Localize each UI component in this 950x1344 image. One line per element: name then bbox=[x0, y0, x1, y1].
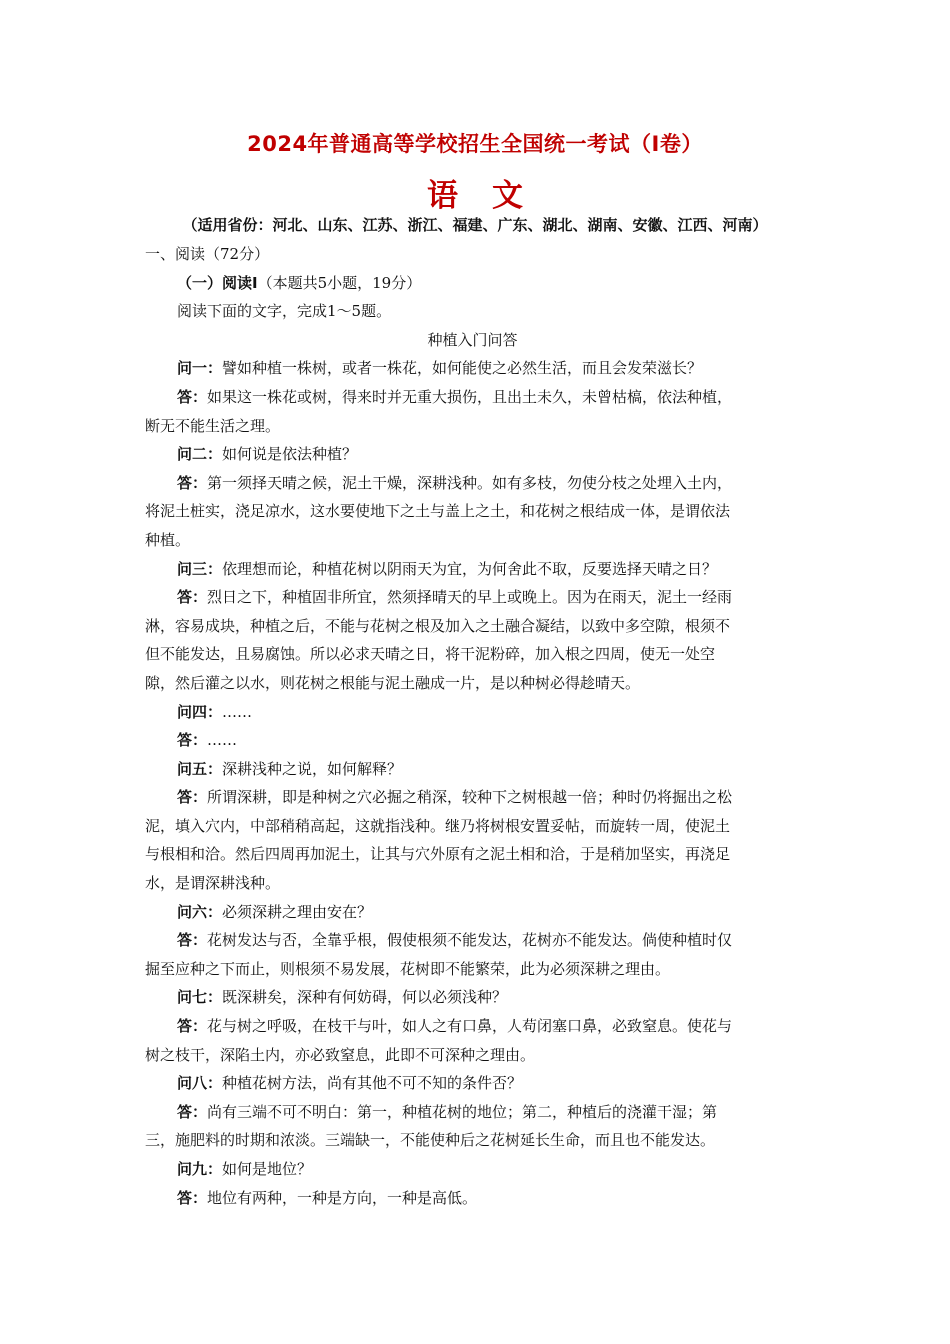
text-line bbox=[145, 497, 800, 526]
qa-text: 水，是谓深耕浅种。 bbox=[145, 874, 281, 893]
text-line bbox=[145, 412, 800, 441]
text-line bbox=[145, 669, 800, 698]
text-line bbox=[145, 1069, 800, 1098]
qa-text: 烈日之下，种植固非所宜，然须择晴天的早上或晚上。因为在雨天，泥土一经雨 bbox=[207, 588, 733, 607]
qa-text: 淋，容易成块，种植之后，不能与花树之根及加入之土融合凝结，以致中多空隙，根须不 bbox=[145, 616, 731, 635]
qa-label: 问八： bbox=[177, 1074, 223, 1093]
answer-block bbox=[145, 783, 800, 897]
qa-label: 问六： bbox=[177, 902, 223, 921]
answer-block bbox=[145, 383, 800, 440]
text-line bbox=[145, 955, 800, 984]
text-line bbox=[145, 526, 800, 555]
qa-label: 答： bbox=[177, 931, 208, 950]
applicable-provinces: （适用省份：河北、山东、江苏、浙江、福建、广东、湖北、湖南、安徽、江西、河南） bbox=[182, 216, 768, 234]
qa-text: 尚有三端不可不明白：第一，种植花树的地位；第二，种植后的浇灌干湿；第 bbox=[207, 1102, 718, 1121]
qa-text: 三，施肥料的时期和浓淡。三端缺一，不能使种后之花树延长生命，而且也不能发达。 bbox=[145, 1131, 716, 1150]
text-line bbox=[145, 840, 800, 869]
question-block bbox=[145, 983, 800, 1012]
question-block bbox=[145, 555, 800, 584]
text-line bbox=[145, 1126, 800, 1155]
qa-label: 答： bbox=[177, 1102, 208, 1121]
text-line bbox=[145, 383, 800, 412]
question-block bbox=[145, 698, 800, 727]
exam-title: 2024年普通高等学校招生全国统一考试（Ⅰ卷） bbox=[247, 132, 703, 156]
qa-text: 譬如种植一株树，或者一株花，如何能使之必然生活，而且会发荣滋长？ bbox=[222, 359, 703, 378]
qa-list bbox=[145, 354, 800, 1212]
qa-text: 既深耕矣，深种有何妨碍，何以必须浅种？ bbox=[222, 988, 508, 1007]
sub-heading bbox=[145, 269, 800, 298]
qa-text: 掘至应种之下而止，则根须不易发展，花树即不能繁荣，此为必须深耕之理由。 bbox=[145, 959, 671, 978]
qa-label: 答： bbox=[177, 387, 208, 406]
answer-block bbox=[145, 469, 800, 555]
text-line bbox=[145, 755, 800, 784]
text-line bbox=[145, 1012, 800, 1041]
qa-text: 种植。 bbox=[145, 530, 191, 549]
text-line bbox=[145, 783, 800, 812]
question-block bbox=[145, 354, 800, 383]
qa-text: 所谓深耕，即是种树之穴必掘之稍深，较种下之树根越一倍；种时仍将掘出之松 bbox=[207, 788, 733, 807]
text-line bbox=[145, 698, 800, 727]
qa-text: 必须深耕之理由安在？ bbox=[222, 902, 373, 921]
qa-text: 深耕浅种之说，如何解释？ bbox=[222, 759, 403, 778]
exam-body bbox=[145, 240, 800, 1212]
qa-label: 问一： bbox=[177, 359, 223, 378]
text-line bbox=[145, 1184, 800, 1213]
qa-label: 答： bbox=[177, 588, 208, 607]
qa-text: 与根相和洽。然后四周再加泥土，让其与穴外原有之泥土相和洽，于是稍加坚实，再浇足 bbox=[145, 845, 731, 864]
qa-label: 问九： bbox=[177, 1160, 223, 1178]
qa-text: 断无不能生活之理。 bbox=[145, 416, 281, 435]
qa-text: 第一须择天晴之候，泥土干燥，深耕浅种。如有多枝，勿使分枝之处埋入土内， bbox=[207, 473, 733, 492]
qa-text: 花与树之呼吸，在枝干与叶，如人之有口鼻，人苟闭塞口鼻，必致窒息。使花与 bbox=[207, 1017, 733, 1036]
qa-label: 问五： bbox=[177, 759, 223, 778]
qa-label: 答： bbox=[177, 473, 208, 492]
qa-text: 如何说是依法种植？ bbox=[222, 445, 358, 464]
answer-block bbox=[145, 583, 800, 697]
qa-text: 隙，然后灌之以水，则花树之根能与泥土融成一片，是以种树必得趁晴天。 bbox=[145, 673, 641, 692]
text-line bbox=[145, 583, 800, 612]
instruction: 阅读下面的文字，完成1～5题。 bbox=[177, 302, 392, 321]
text-line bbox=[145, 726, 800, 755]
question-block bbox=[145, 755, 800, 784]
qa-label: 答： bbox=[177, 731, 208, 750]
qa-label: 答： bbox=[177, 788, 208, 807]
qa-label: 答： bbox=[177, 1188, 208, 1207]
qa-text: 依理想而论，种植花树以阴雨天为宜，为何舍此不取，反要选择天晴之日？ bbox=[222, 559, 718, 578]
answer-block bbox=[145, 1012, 800, 1069]
answer-block bbox=[145, 726, 800, 755]
text-line bbox=[145, 354, 800, 383]
text-line bbox=[145, 1098, 800, 1127]
qa-text: 但不能发达，且易腐蚀。所以必求天晴之日，将干泥粉碎，加入根之四周，使无一处空 bbox=[145, 645, 716, 664]
qa-text: 花树发达与否，全靠乎根，假使根须不能发达，花树亦不能发达。倘使种植时仅 bbox=[207, 931, 733, 950]
qa-text: 树之枝干，深陷土内，亦必致窒息，此即不可深种之理由。 bbox=[145, 1045, 536, 1064]
subject-title: 语文 bbox=[427, 178, 557, 214]
qa-text: 种植花树方法，尚有其他不可不知的条件否？ bbox=[222, 1074, 523, 1093]
qa-label: 问三： bbox=[177, 559, 223, 578]
section-heading: 一、阅读（72分） bbox=[145, 245, 270, 263]
qa-text: 如果这一株花或树，得来时并无重大损伤，且出土未久，未曾枯槁，依法种植， bbox=[207, 387, 733, 406]
text-line bbox=[145, 555, 800, 584]
text-line bbox=[145, 869, 800, 898]
text-line bbox=[145, 1155, 800, 1184]
qa-text: 将泥土桩实，浇足凉水，这水要使地下之土与盖上之土，和花树之根结成一体，是谓依法 bbox=[145, 502, 731, 521]
text-line bbox=[145, 469, 800, 498]
sub-heading-label: （一）阅读Ⅰ bbox=[177, 273, 258, 292]
sub-heading-note: （本题共5小题，19分） bbox=[257, 273, 422, 292]
qa-text: …… bbox=[222, 702, 253, 721]
qa-label: 答： bbox=[177, 1017, 208, 1036]
text-line bbox=[145, 440, 800, 469]
text-line bbox=[145, 898, 800, 927]
question-block bbox=[145, 1155, 800, 1184]
qa-label: 问二： bbox=[177, 445, 223, 464]
text-line bbox=[145, 612, 800, 641]
qa-text: 地位有两种，一种是方向，一种是高低。 bbox=[207, 1188, 478, 1207]
qa-label: 问七： bbox=[177, 988, 223, 1007]
question-block bbox=[145, 898, 800, 927]
text-line bbox=[145, 1041, 800, 1070]
qa-text: 泥，填入穴内，中部稍稍高起，这就指浅种。继乃将树根安置妥帖，而旋转一周，使泥土 bbox=[145, 816, 731, 835]
qa-text: 如何是地位？ bbox=[222, 1160, 313, 1178]
text-line bbox=[145, 640, 800, 669]
text-line bbox=[145, 926, 800, 955]
answer-block bbox=[145, 926, 800, 983]
question-block bbox=[145, 440, 800, 469]
text-line bbox=[145, 983, 800, 1012]
qa-label: 问四： bbox=[177, 702, 223, 721]
answer-block bbox=[145, 1098, 800, 1155]
text-line bbox=[145, 812, 800, 841]
question-block bbox=[145, 1069, 800, 1098]
article-title: 种植入门问答 bbox=[427, 330, 518, 349]
answer-block bbox=[145, 1184, 800, 1213]
qa-text: …… bbox=[207, 731, 238, 750]
